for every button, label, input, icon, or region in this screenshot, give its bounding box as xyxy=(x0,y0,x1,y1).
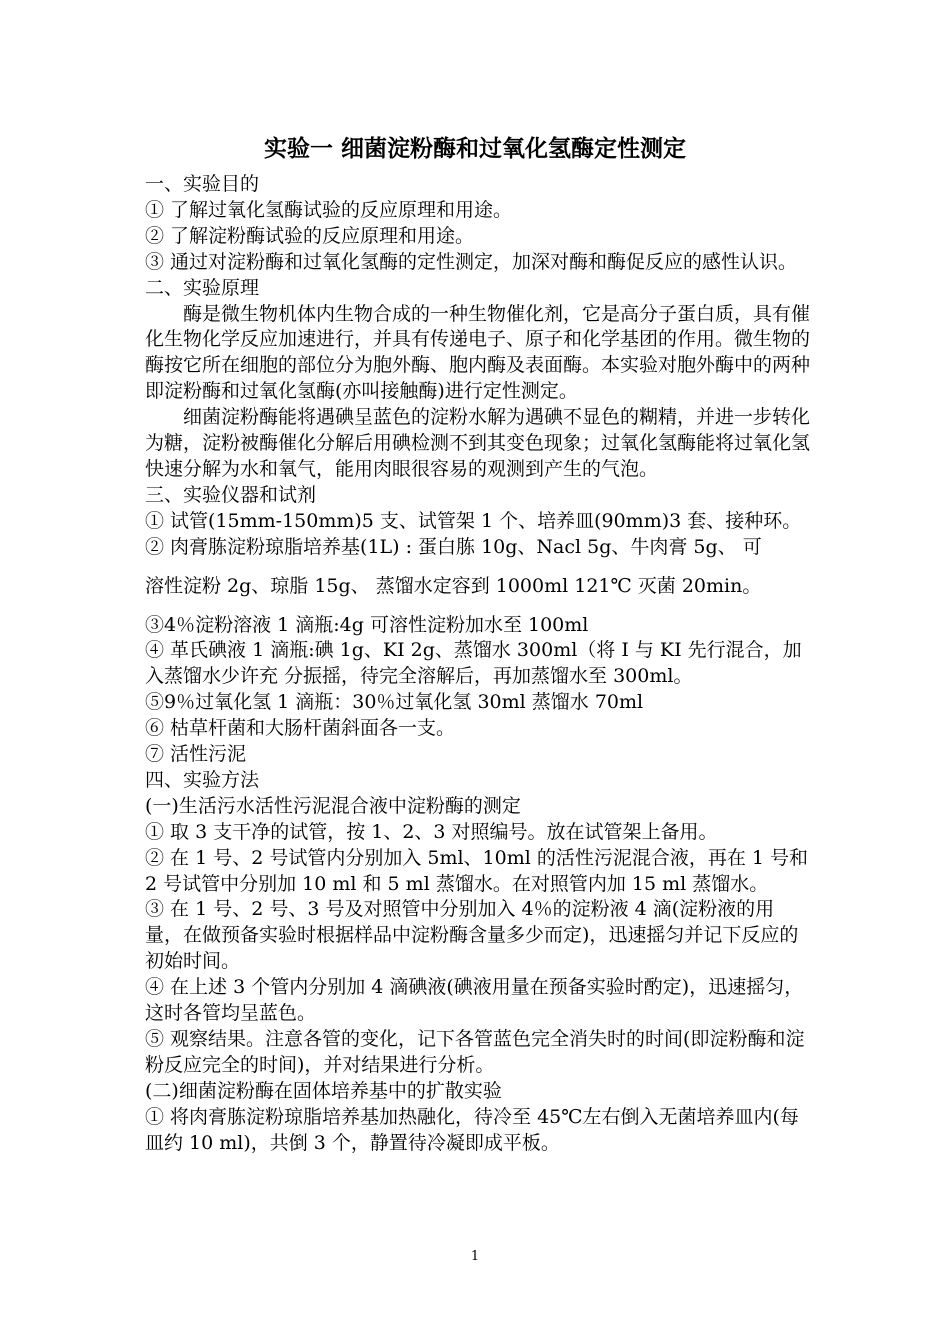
purpose-item-3: ③ 通过对淀粉酶和过氧化氢酶的定性测定，加深对酶和酶促反应的感性认识。 xyxy=(145,250,798,273)
materials-item-1: ① 试管(15mm-150mm)5 支、试管架 1 个、培养皿(90mm)3 套、接种环。 xyxy=(145,509,802,532)
methods-subheading-1: (一)生活污水活性污泥混合液中淀粉酶的测定 xyxy=(145,794,521,817)
section-heading-purpose: 一、实验目的 xyxy=(145,173,260,195)
materials-item-7: ⑦ 活性污泥 xyxy=(145,743,247,766)
materials-item-3: ③4％淀粉溶液 1 滴瓶:4g 可溶性淀粉加水至 100ml xyxy=(145,613,589,636)
methods-2-step-1: ① 将肉膏胨淀粉琼脂培养基加热融化，待冷至 45℃左右倒入无菌培养皿内(每皿约 10 ml)，共倒 3 个，静置待冷凝即成平板。 xyxy=(145,1105,799,1154)
document-body xyxy=(145,172,811,1157)
methods-subheading-2: (二)细菌淀粉酶在固体培养基中的扩散实验 xyxy=(145,1079,502,1102)
methods-step-4: ④ 在上述 3 个管内分别加 4 滴碘液(碘液用量在预备实验时酌定)，迅速摇匀，这时各管均呈蓝色。 xyxy=(145,976,804,1025)
page-title: 实验一 细菌淀粉酶和过氧化氢酶定性测定 xyxy=(263,136,686,162)
methods-step-5: ⑤ 观察结果。注意各管的变化，记下各管蓝色完全消失时的时间(即淀粉酶和淀粉反应完全的时间)，并对结果进行分析。 xyxy=(145,1028,805,1076)
methods-step-1: ① 取 3 支干净的试管，按 1、2、3 对照编号。放在试管架上备用。 xyxy=(145,820,718,843)
methods-step-2: ② 在 1 号、2 号试管内分别加入 5ml、10ml 的活性污泥混合液，再在 1 号和 2 号试管中分别加 10 ml 和 5 ml 蒸馏水。在对照管内加 15 ml 蒸馏水。 xyxy=(145,846,809,895)
section-heading-methods: 四、实验方法 xyxy=(145,768,260,791)
materials-item-2-line-1: ② 肉膏胨淀粉琼脂培养基(1L) : 蛋白胨 10g、Nacl 5g、牛肉膏 5g、 可 xyxy=(145,535,762,558)
materials-item-4: ④ 革氏碘液 1 滴瓶:碘 1g、KI 2g、蒸馏水 300ml（将 I 与 KI 先行混合，加入蒸馏水少许充 分振摇，待完全溶解后，再加蒸馏水至 300ml。 xyxy=(145,639,802,688)
principle-paragraph-1: 酶是微生物机体内生物合成的一种生物催化剂，它是高分子蛋白质，具有催化生物化学反应加速进行，并具有传递电子、原子和化学基团的作用。微生物的酶按它所在细胞的部位分为胞外酶、胞内酶及表面酶。本实验对胞外酶中的两种即淀粉酶和过氧化氢酶(亦叫接触酶)进行定性测定。 xyxy=(145,302,811,403)
section-heading-materials: 三、实验仪器和试剂 xyxy=(145,483,317,506)
purpose-item-1: ① 了解过氧化氢酶试验的反应原理和用途。 xyxy=(145,198,513,221)
page-number: 1 xyxy=(470,1249,480,1264)
materials-item-5: ⑤9％过氧化氢 1 滴瓶：30％过氧化氢 30ml 蒸馏水 70ml xyxy=(145,691,644,714)
materials-item-2-line-2: 溶性淀粉 2g、琼脂 15g、 蒸馏水定容到 1000ml 121℃ 灭菌 20min。 xyxy=(145,574,762,597)
section-heading-principle: 二、实验原理 xyxy=(145,276,260,299)
methods-step-3: ③ 在 1 号、2 号、3 号及对照管中分别加入 4％的淀粉液 4 滴(淀粉液的用量，在做预备实验时根据样品中淀粉酶含量多少而定)，迅速摇匀并记下反应的初始时间。 xyxy=(145,898,799,973)
principle-paragraph-2: 细菌淀粉酶能将遇碘呈蓝色的淀粉水解为遇碘不显色的糊精，并进一步转化为糖，淀粉被酶催化分解后用碘检测不到其变色现象；过氧化氢酶能将过氧化氢快速分解为水和氧气，能用肉眼很容易的观测到产生的气泡。 xyxy=(145,406,811,480)
materials-item-6: ⑥ 枯草杆菌和大肠杆菌斜面各一支。 xyxy=(145,717,456,740)
purpose-item-2: ② 了解淀粉酶试验的反应原理和用途。 xyxy=(145,224,475,247)
